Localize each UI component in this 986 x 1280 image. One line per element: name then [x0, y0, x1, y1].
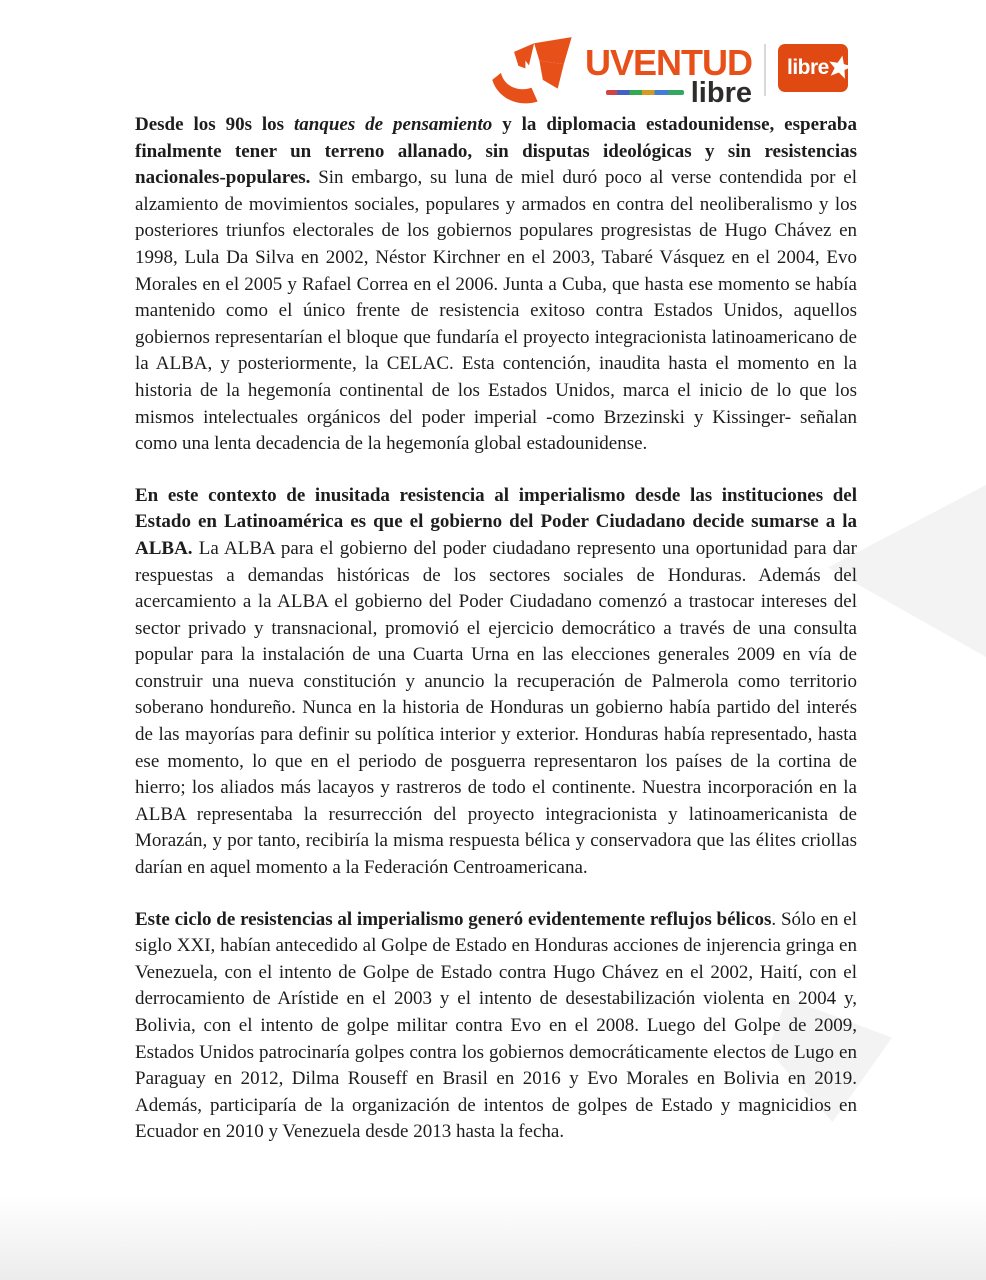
paragraph-1-body: Sin embargo, su luna de miel duró poco al verse contendida por el alzamiento de movimientos sociales, populares y armados en contra del neoliberalismo y los posteriores triunfos electorales de los gobiernos populares progresistas de Hugo Chávez en 1998, Lula Da Silva en 2002, Néstor Kirchner en el 2003, Tabaré Vásquez en el 2004, Evo Morales en el 2005 y Rafael Correa en el 2006. Junta a Cuba, que hasta ese momento se había mantenido como el único frente de resistencia exitoso contra Estados Unidos, aquellos gobiernos representarían el bloque que fundaría el proyecto integracionista latinoamericano de la ALBA, y posteriormente, la CELAC. Esta contención, inaudita hasta el momento en la historia de la hegemonía continental de los Estados Unidos, marca el inicio de lo que los mismos intelectuales orgánicos del poder imperial -como Brzezinski y Kissinger- señalan como una lenta decadencia de la hegemonía global estadounidense. — [135, 167, 857, 455]
paragraph-3-lead: Este ciclo de resistencias al imperialismo generó evidentemente reflujos bélicos — [135, 908, 772, 930]
juventud-libre-logo — [487, 34, 848, 110]
paragraph-1-lead-italic: tanques de pensamiento — [294, 114, 493, 135]
logo-divider — [764, 44, 766, 96]
libre-party-badge — [778, 44, 848, 92]
paragraph-3-body: . Sólo en el siglo XXI, habían antecedido al Golpe de Estado en Honduras acciones de injerencia gringa en Venezuela, con el intento de Golpe de Estado contra Hugo Chávez en el 2002, Haití, con el derrocamiento de Arístide en el 2003 y el intento de desestabilización violenta en 2004 y, Bolivia, con el intento de golpe militar contra Evo en el 2008. Luego del Golpe de 2009, Estados Unidos patrocinaría golpes contra los gobiernos democráticamente electos de Lugo en Paraguay en 2012, Dilma Rouseff en Brasil en 2016 y Evo Morales en Bolivia en 2019. Además, participaría de la organización de intentos de golpes de Estado y magnicidios en Ecuador en 2010 y Venezuela desde 2013 hasta la fecha. — [135, 908, 857, 1143]
paragraph-2-body: La ALBA para el gobierno del poder ciudadano represento una oportunidad para dar respuestas a demandas históricas de los sectores sociales de Honduras. Además del acercamiento a la ALBA el gobierno del Poder Ciudadano comenzó a trastocar intereses del sector privado y transnacional, promovió el ejercicio democrático a través de una consulta popular para la instalación de una Cuarta Urna en las elecciones generales 2009 en vía de construir una nueva constitución y anuncio la recuperación de Palmerola como territorio soberano hondureño. Nunca en la historia de Honduras un gobierno había partido del interés de las mayorías para definir su política interior y exterior. Honduras había representado, hasta ese momento, lo que en el periodo de posguerra representaron los países de la cortina de hierro; los aliados más lacayos y rastreros de todo el continente. Nuestra incorporación en la ALBA representaba la resurrección del proyecto integracionista y latinoamericanista de Morazán, y por tanto, recibiría la misma respuesta bélica y conservadora que las élites criollas darían en aquel momento a la Federación Centroamericana. — [135, 537, 857, 879]
logo-wordmark-juventud: UVENTUD — [584, 42, 752, 83]
logo-color-strip — [606, 90, 684, 95]
paragraph-1-lead-start: Desde los 90s los — [135, 114, 294, 135]
paragraph-1-lead-end: y la diplomacia estadounidense, esperaba finalmente tener un terreno allanado, sin disputas ideológicas y sin resistencias nacionales-populares. — [135, 114, 858, 189]
libre-badge-label: libre — [787, 56, 829, 79]
logo-wordmark — [584, 42, 752, 109]
page-bottom-shadow — [0, 1196, 986, 1280]
juventud-j-star-icon — [487, 34, 583, 110]
document-body — [135, 112, 857, 1171]
paragraph-1 — [135, 112, 857, 458]
libre-badge-star-icon — [823, 50, 856, 83]
logo-wordmark-libre: libre — [690, 76, 752, 109]
paragraph-3 — [135, 907, 857, 1146]
paragraph-2 — [135, 483, 857, 882]
paragraph-2-lead: En este contexto de inusitada resistencia al imperialismo desde las instituciones del Estado en Latinoamérica es que el gobierno del Poder Ciudadano decide sumarse a la ALBA. — [135, 484, 857, 559]
